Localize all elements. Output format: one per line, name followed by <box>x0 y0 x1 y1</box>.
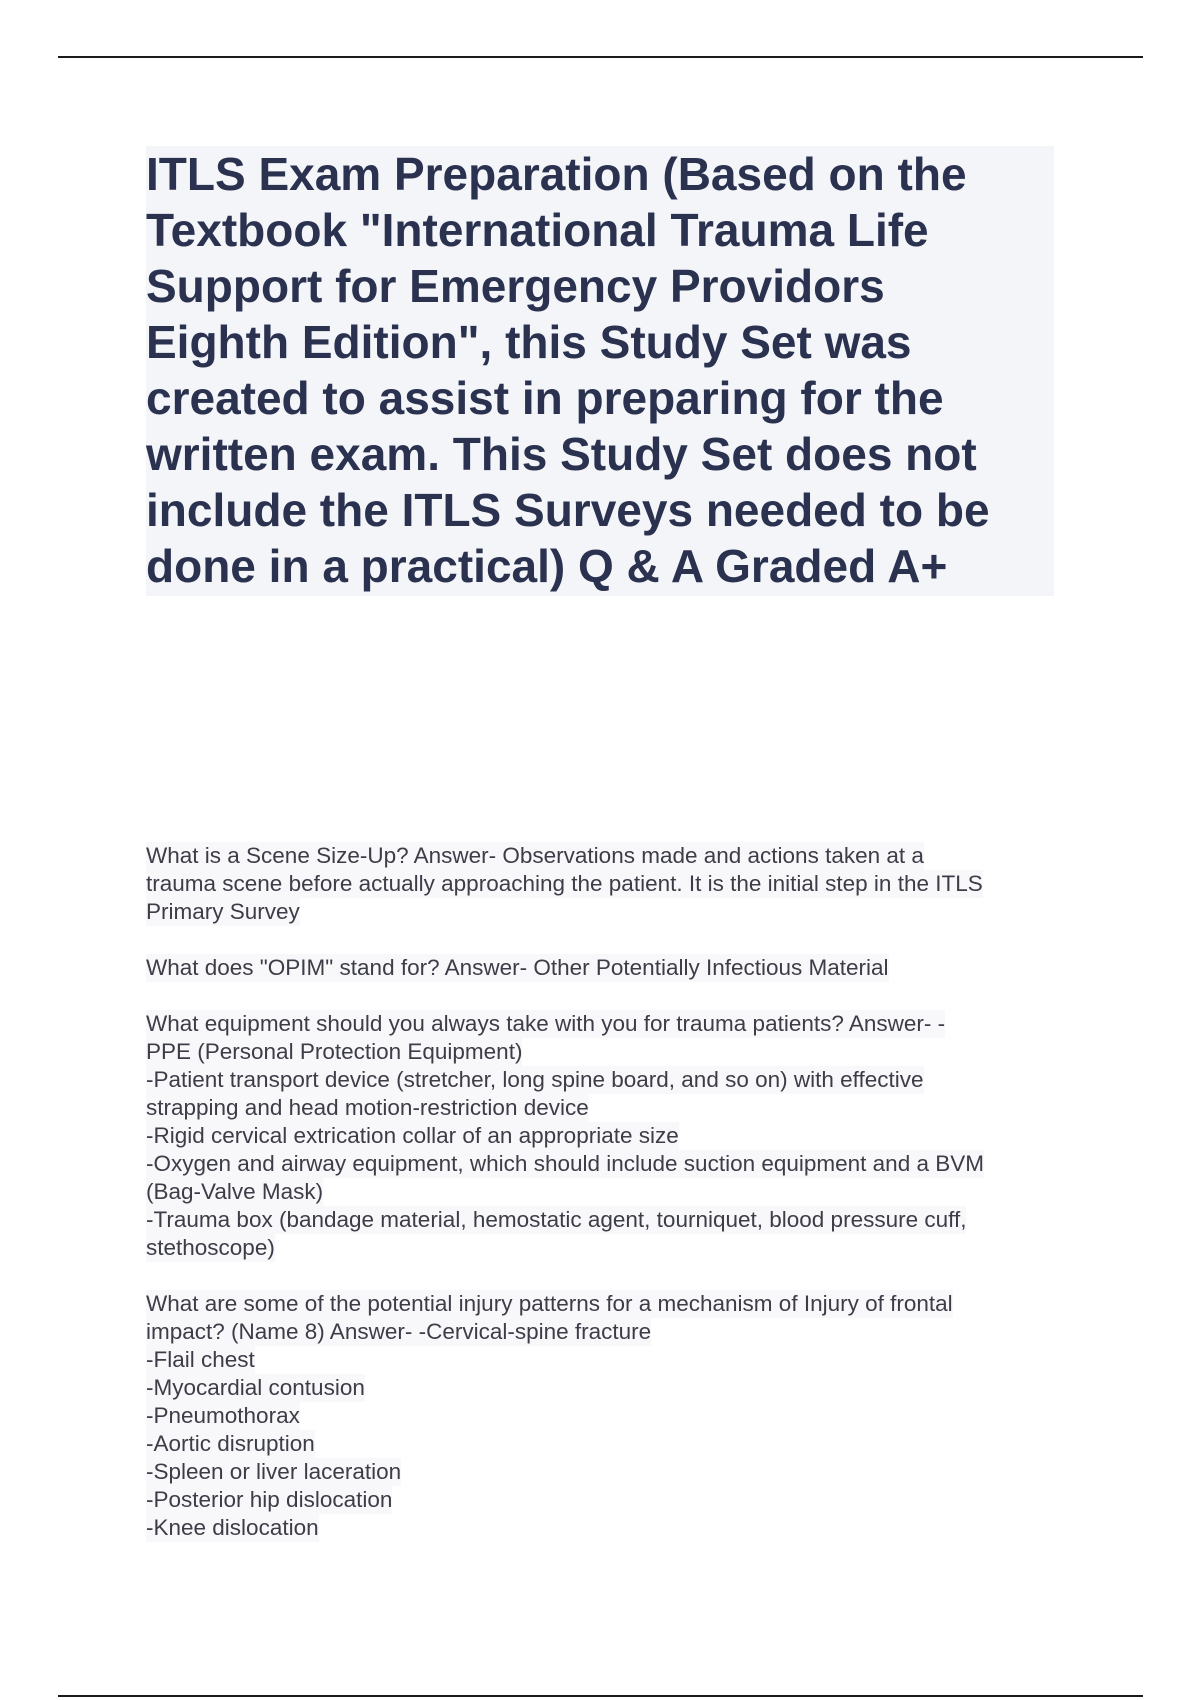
qa-item-opim <box>146 954 1066 982</box>
qa-line: -Spleen or liver laceration <box>146 1459 402 1484</box>
qa-line: -Aortic disruption <box>146 1431 315 1456</box>
qa-line: -Flail chest <box>146 1347 255 1372</box>
qa-line: stethoscope) <box>146 1235 275 1260</box>
qa-line: What is a Scene Size-Up? Answer- Observations made and actions taken at a <box>146 843 924 868</box>
title-line: done in a practical) Q & A Graded A+ <box>146 540 948 592</box>
qa-line: -Patient transport device (stretcher, long spine board, and so on) with effective <box>146 1067 924 1092</box>
qa-line: -Trauma box (bandage material, hemostatic agent, tourniquet, blood pressure cuff, <box>146 1207 967 1232</box>
qa-item-frontal-impact <box>146 1290 1066 1542</box>
title-block <box>146 146 1054 596</box>
document-title <box>146 146 1054 594</box>
top-divider <box>58 56 1143 58</box>
qa-line: -Myocardial contusion <box>146 1375 365 1400</box>
qa-line: -Oxygen and airway equipment, which should include suction equipment and a BVM <box>146 1151 984 1176</box>
qa-line: What equipment should you always take with you for trauma patients? Answer- - <box>146 1011 946 1036</box>
qa-line: impact? (Name 8) Answer- -Cervical-spine fracture <box>146 1319 652 1344</box>
qa-line: What are some of the potential injury patterns for a mechanism of Injury of frontal <box>146 1291 953 1316</box>
title-line: ITLS Exam Preparation (Based on the <box>146 148 967 200</box>
title-line: Support for Emergency Providors <box>146 260 885 312</box>
title-line: written exam. This Study Set does not <box>146 428 977 480</box>
title-line: created to assist in preparing for the <box>146 372 944 424</box>
qa-line: trauma scene before actually approaching the patient. It is the initial step in the ITLS <box>146 871 983 896</box>
title-line: Eighth Edition", this Study Set was <box>146 316 912 368</box>
bottom-divider <box>58 1695 1143 1697</box>
qa-line: -Posterior hip dislocation <box>146 1487 393 1512</box>
qa-item-scene-size-up <box>146 842 1066 926</box>
qa-line: Primary Survey <box>146 899 300 924</box>
qa-line: (Bag-Valve Mask) <box>146 1179 324 1204</box>
qa-line: PPE (Personal Protection Equipment) <box>146 1039 523 1064</box>
qa-line: strapping and head motion-restriction device <box>146 1095 589 1120</box>
qa-line: What does "OPIM" stand for? Answer- Other Potentially Infectious Material <box>146 955 889 980</box>
qa-list <box>146 842 1066 1570</box>
qa-line: -Knee dislocation <box>146 1515 319 1540</box>
qa-item-equipment <box>146 1010 1066 1262</box>
qa-line: -Pneumothorax <box>146 1403 300 1428</box>
title-line: Textbook "International Trauma Life <box>146 204 929 256</box>
qa-line: -Rigid cervical extrication collar of an appropriate size <box>146 1123 679 1148</box>
title-line: include the ITLS Surveys needed to be <box>146 484 990 536</box>
